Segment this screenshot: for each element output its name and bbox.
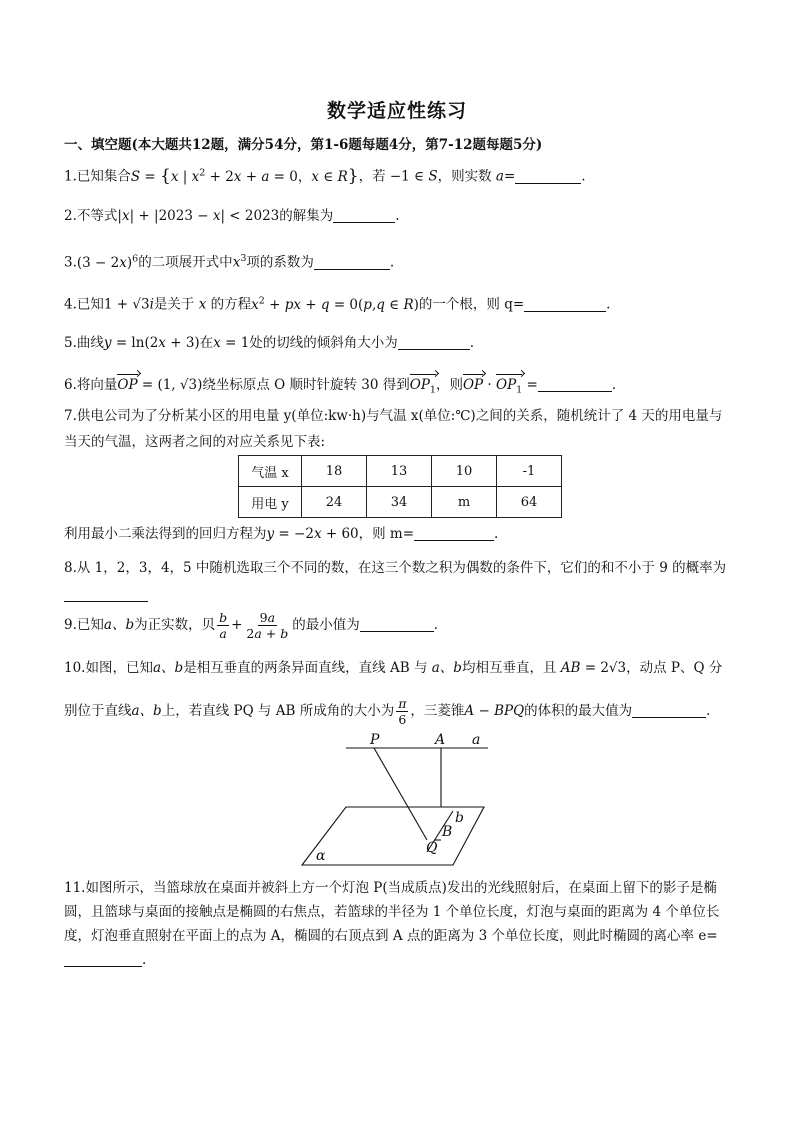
inequality-expression: |x| + |2023 − x| < 2023 <box>117 208 280 224</box>
question-7: 7.供电公司为了分析某小区的用电量 y(单位:kw·h)与气温 x(单位:℃)之间的关系，随机统计了 4 天的用电量与 当天的气温，这两者之间的对应关系见下表: <box>64 408 723 450</box>
question-11: 11.如图所示，当篮球放在桌面并被斜上方一个灯泡 P(当成质点)发出的光线照射后，在桌面上留下的影子是椭圆，且篮球与桌面的接触点是椭圆的右焦点，若篮球的半径为 1 个单位长度，灯泡与桌面的距离为 4 个单位长度，灯泡垂直照射在平面上的点为 A，椭圆的右顶点到 A 点的距离为 3 个单位长度，则此时椭圆的离心率 e=. <box>64 880 720 968</box>
answer-blank[interactable] <box>414 525 494 541</box>
label-alpha: α <box>316 848 326 864</box>
answer-blank[interactable] <box>398 334 470 350</box>
label-A: A <box>435 732 446 748</box>
question-6: 6.将向量OP = (1, √3)绕坐标原点 O 顺时针旋转 30 得到$OP_1$，则OP · $OP_1$ = . <box>64 375 616 401</box>
binomial-expression: $(3 - 2x)^6$ <box>76 253 139 271</box>
question-10-line2: 别位于直线a、b上，若直线 PQ 与 AB 所成角的大小为 $\frac{\pi}{6}$ ，三菱锥A − BPQ的体积的最大值为 . <box>64 696 711 727</box>
answer-blank[interactable] <box>64 586 148 602</box>
answer-blank[interactable] <box>632 702 706 718</box>
answer-blank[interactable] <box>524 296 606 312</box>
page-title: 数学适应性练习 <box>326 100 467 122</box>
answer-blank[interactable] <box>333 207 395 223</box>
label-a: a <box>472 732 481 748</box>
answer-blank[interactable] <box>538 376 612 392</box>
quadratic-equation: $x^2$ + px + q = 0(p,q ∈ R) <box>251 295 419 313</box>
answer-blank[interactable] <box>64 951 142 967</box>
question-7-regression: 利用最小二乘法得到的回归方程为y = −2x + 60，则 m= . <box>64 526 499 542</box>
question-10: 10.如图，已知a、b是相互垂直的两条异面直线，直线 AB 与 a、b均相互垂直，且 AB = 2√3，动点 P、Q 分 <box>64 660 723 676</box>
label-b: b <box>455 810 464 826</box>
question-4: 4.已知1 + √3i是关于 x 的方程$x^2$ + px + q = 0(p,q ∈ R)的一个根，则 q= . <box>64 295 611 313</box>
answer-blank[interactable] <box>360 616 434 632</box>
answer-blank[interactable] <box>515 168 581 184</box>
question-2: 2.不等式|x| + |2023 − x| < 2023的解集为 . <box>64 208 400 224</box>
set-expression: S = {x | $x^2 + 2x + a = 0$，x ∈ R} <box>130 165 359 186</box>
table-row: 用电 y 24 34 m 64 <box>239 487 562 518</box>
temperature-usage-table <box>238 455 562 518</box>
label-P: P <box>370 732 380 748</box>
question-8: 8.从 1，2，3，4，5 中随机选取三个不同的数，在这三个数之积为偶数的条件下，它们的和不小于 9 的概率为 <box>64 558 726 605</box>
table-row: 气温 x 18 13 10 -1 <box>239 456 562 487</box>
question-5: 5.曲线y = ln(2x + 3)在x = 1处的切线的倾斜角大小为 . <box>64 335 475 351</box>
question-9: 9.已知a、b为正实数，贝 $\frac{b}{a}$ + $\frac{9a}{2a + b}$ 的最小值为 . <box>64 610 439 641</box>
skew-lines-figure <box>300 728 500 868</box>
question-3: $3.(3 - 2x)^6$的二项展开式中$x^3$项的系数为 . <box>64 253 395 271</box>
label-B: B <box>442 824 453 840</box>
question-1: 1.已知集合S = {x | $x^2 + 2x + a = 0$，x ∈ R}，若 −1 ∈ S，则实数 a= . <box>64 165 586 186</box>
label-Q: Q <box>426 840 438 856</box>
section-heading: 一、填空题(本大题共12题，满分54分，第1-6题每题4分，第7-12题每题5分) <box>64 137 543 153</box>
answer-blank[interactable] <box>314 254 390 270</box>
segment-pq <box>374 748 427 840</box>
